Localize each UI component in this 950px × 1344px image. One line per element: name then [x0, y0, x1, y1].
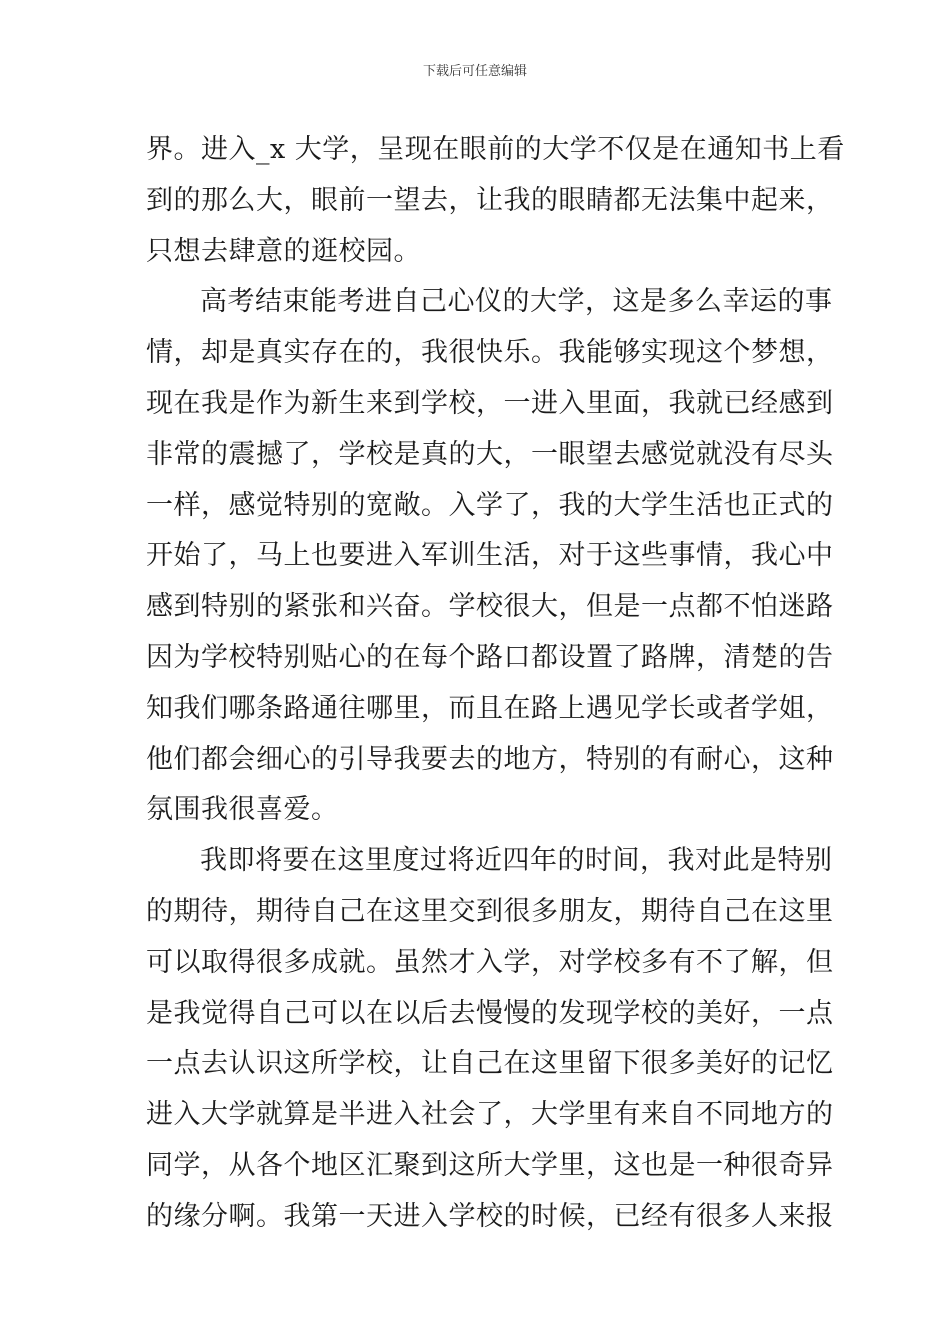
text-line: 同学，从各个地区汇聚到这所大学里，这也是一种很奇异	[146, 1149, 834, 1181]
text-line: 因为学校特别贴心的在每个路口都设置了路牌，清楚的告	[146, 641, 834, 673]
text-line: 高考结束能考进自己心仪的大学，这是多么幸运的事	[200, 286, 833, 318]
text-line: 的期待，期待自己在这里交到很多朋友，期待自己在这里	[146, 895, 834, 927]
document-body	[146, 125, 845, 1243]
text-line: 的缘分啊。我第一天进入学校的时候，已经有很多人来报	[146, 1200, 834, 1232]
text-line: 感到特别的紧张和兴奋。学校很大，但是一点都不怕迷路	[146, 591, 834, 623]
text-line: 一样，感觉特别的宽敞。入学了，我的大学生活也正式的	[146, 489, 834, 521]
text-line: 他们都会细心的引导我要去的地方，特别的有耐心，这种	[146, 743, 834, 775]
text-line: 一点去认识这所学校，让自己在这里留下很多美好的记忆	[146, 1048, 834, 1080]
text-line: 我即将要在这里度过将近四年的时间，我对此是特别	[200, 845, 833, 877]
text-line: 是我觉得自己可以在以后去慢慢的发现学校的美好，一点	[146, 997, 834, 1029]
text-line: 非常的震撼了，学校是真的大，一眼望去感觉就没有尽头	[146, 438, 834, 470]
paragraph-1	[146, 125, 845, 277]
text-line: 情，却是真实存在的，我很快乐。我能够实现这个梦想，	[146, 337, 834, 369]
paragraph-3	[146, 836, 834, 1242]
text-line: 界。进入_x 大学，呈现在眼前的大学不仅是在通知书上看	[146, 134, 845, 165]
text-line: 氛围我很喜爱。	[146, 794, 339, 826]
text-line: 现在我是作为新生来到学校，一进入里面，我就已经感到	[146, 387, 834, 419]
text-line: 开始了，马上也要进入军训生活，对于这些事情，我心中	[146, 540, 834, 572]
paragraph-2	[146, 277, 834, 836]
text-line: 到的那么大，眼前一望去，让我的眼睛都无法集中起来，	[146, 184, 834, 216]
text-line: 进入大学就算是半进入社会了，大学里有来自不同地方的	[146, 1099, 834, 1131]
text-line: 可以取得很多成就。虽然才入学，对学校多有不了解，但	[146, 946, 834, 978]
page-header: 下载后可任意编辑	[422, 64, 527, 79]
text-line: 知我们哪条路通往哪里，而且在路上遇见学长或者学姐，	[146, 692, 834, 724]
text-line: 只想去肆意的逛校园。	[146, 235, 421, 267]
